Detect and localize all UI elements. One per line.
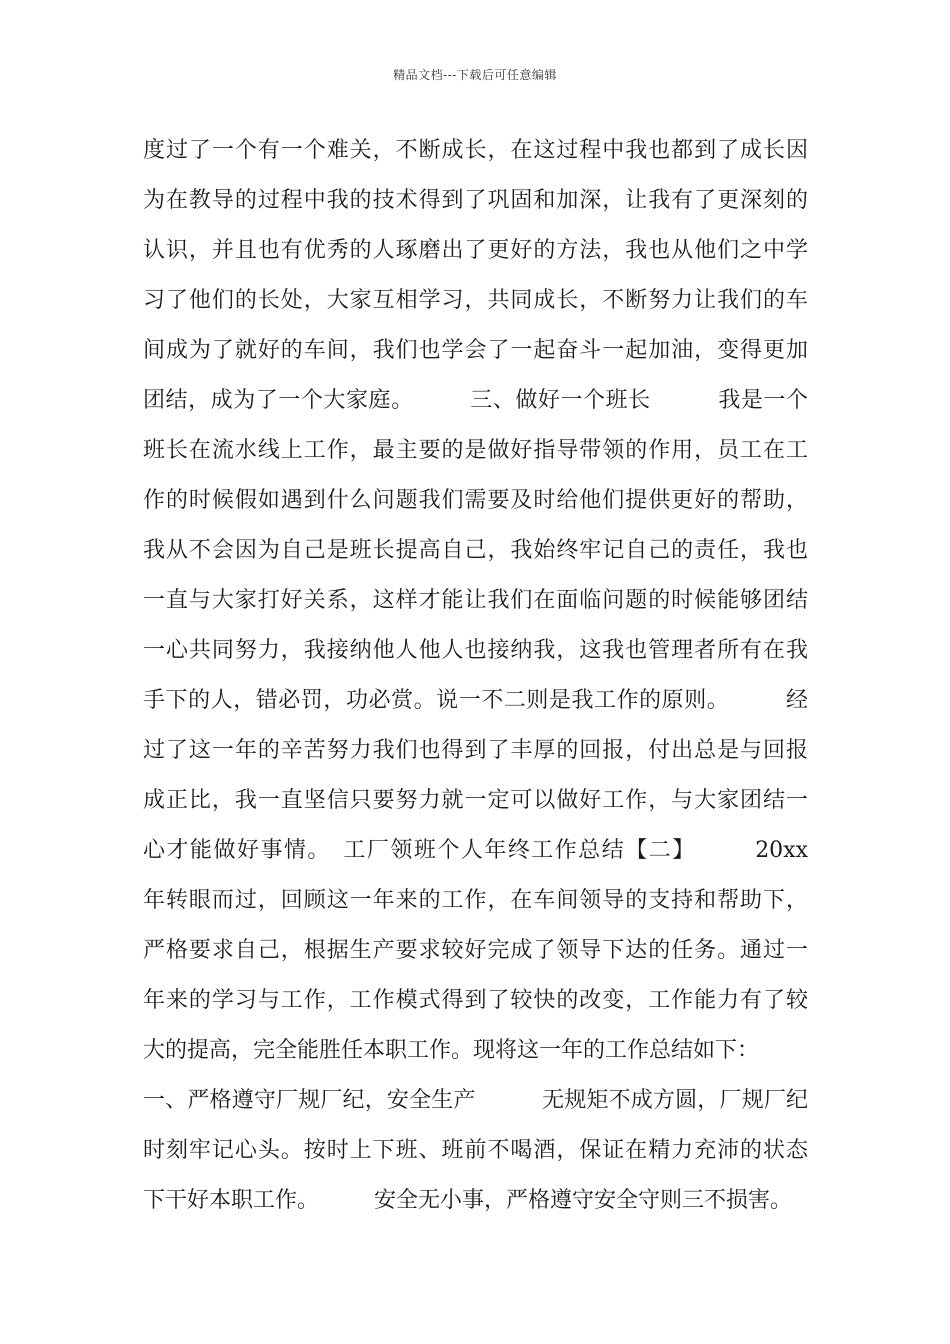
body-line: 下干好本职工作。 安全无小事，严格遵守安全守则三不损害。 [143,1188,793,1213]
body-line: 班长在流水线上工作，最主要的是做好指导带领的作用，员工在工 [143,438,808,463]
body-line: 年转眼而过，回顾这一年来的工作，在车间领导的支持和帮助下， [143,888,808,913]
body-line: 度过了一个有一个难关，不断成长，在这过程中我也都到了成长因 [143,138,808,163]
body-line: 我从不会因为自己是班长提高自己，我始终牢记自己的责任，我也 [143,538,808,563]
body-line: 团结，成为了一个大家庭。 三、做好一个班长 我是一个 [143,388,808,413]
document-body [143,128,808,1228]
body-line: 为在教导的过程中我的技术得到了巩固和加深，让我有了更深刻的 [143,188,808,213]
body-line: 手下的人，错必罚，功必赏。说一不二则是我工作的原则。 经 [143,688,808,713]
body-line: 心才能做好事情。 工厂领班个人年终工作总结【二】 20xx [143,838,808,863]
body-line: 过了这一年的辛苦努力我们也得到了丰厚的回报，付出总是与回报 [143,738,808,763]
body-line: 习了他们的长处，大家互相学习，共同成长，不断努力让我们的车 [143,288,808,313]
body-line: 大的提高，完全能胜任本职工作。现将这一年的工作总结如下： [143,1038,760,1063]
body-line: 作的时候假如遇到什么问题我们需要及时给他们提供更好的帮助， [143,488,808,513]
body-line: 一直与大家打好关系，这样才能让我们在面临问题的时候能够团结 [143,588,808,613]
body-line: 时刻牢记心头。按时上下班、班前不喝酒，保证在精力充沛的状态 [143,1138,808,1163]
body-line: 成正比，我一直坚信只要努力就一定可以做好工作，与大家团结一 [143,788,808,813]
body-line: 认识，并且也有优秀的人琢磨出了更好的方法，我也从他们之中学 [143,238,808,263]
body-line: 年来的学习与工作，工作模式得到了较快的改变，工作能力有了较 [143,988,808,1013]
body-line: 间成为了就好的车间，我们也学会了一起奋斗一起加油，变得更加 [143,338,808,363]
body-line: 一、严格遵守厂规厂纪，安全生产 无规矩不成方圆，厂规厂纪 [143,1088,808,1113]
body-line: 严格要求自己，根据生产要求较好完成了领导下达的任务。通过一 [143,938,808,963]
body-line: 一心共同努力，我接纳他人他人也接纳我，这我也管理者所有在我 [143,638,808,663]
page-header: 精品文档---下载后可任意编辑 [393,68,557,82]
